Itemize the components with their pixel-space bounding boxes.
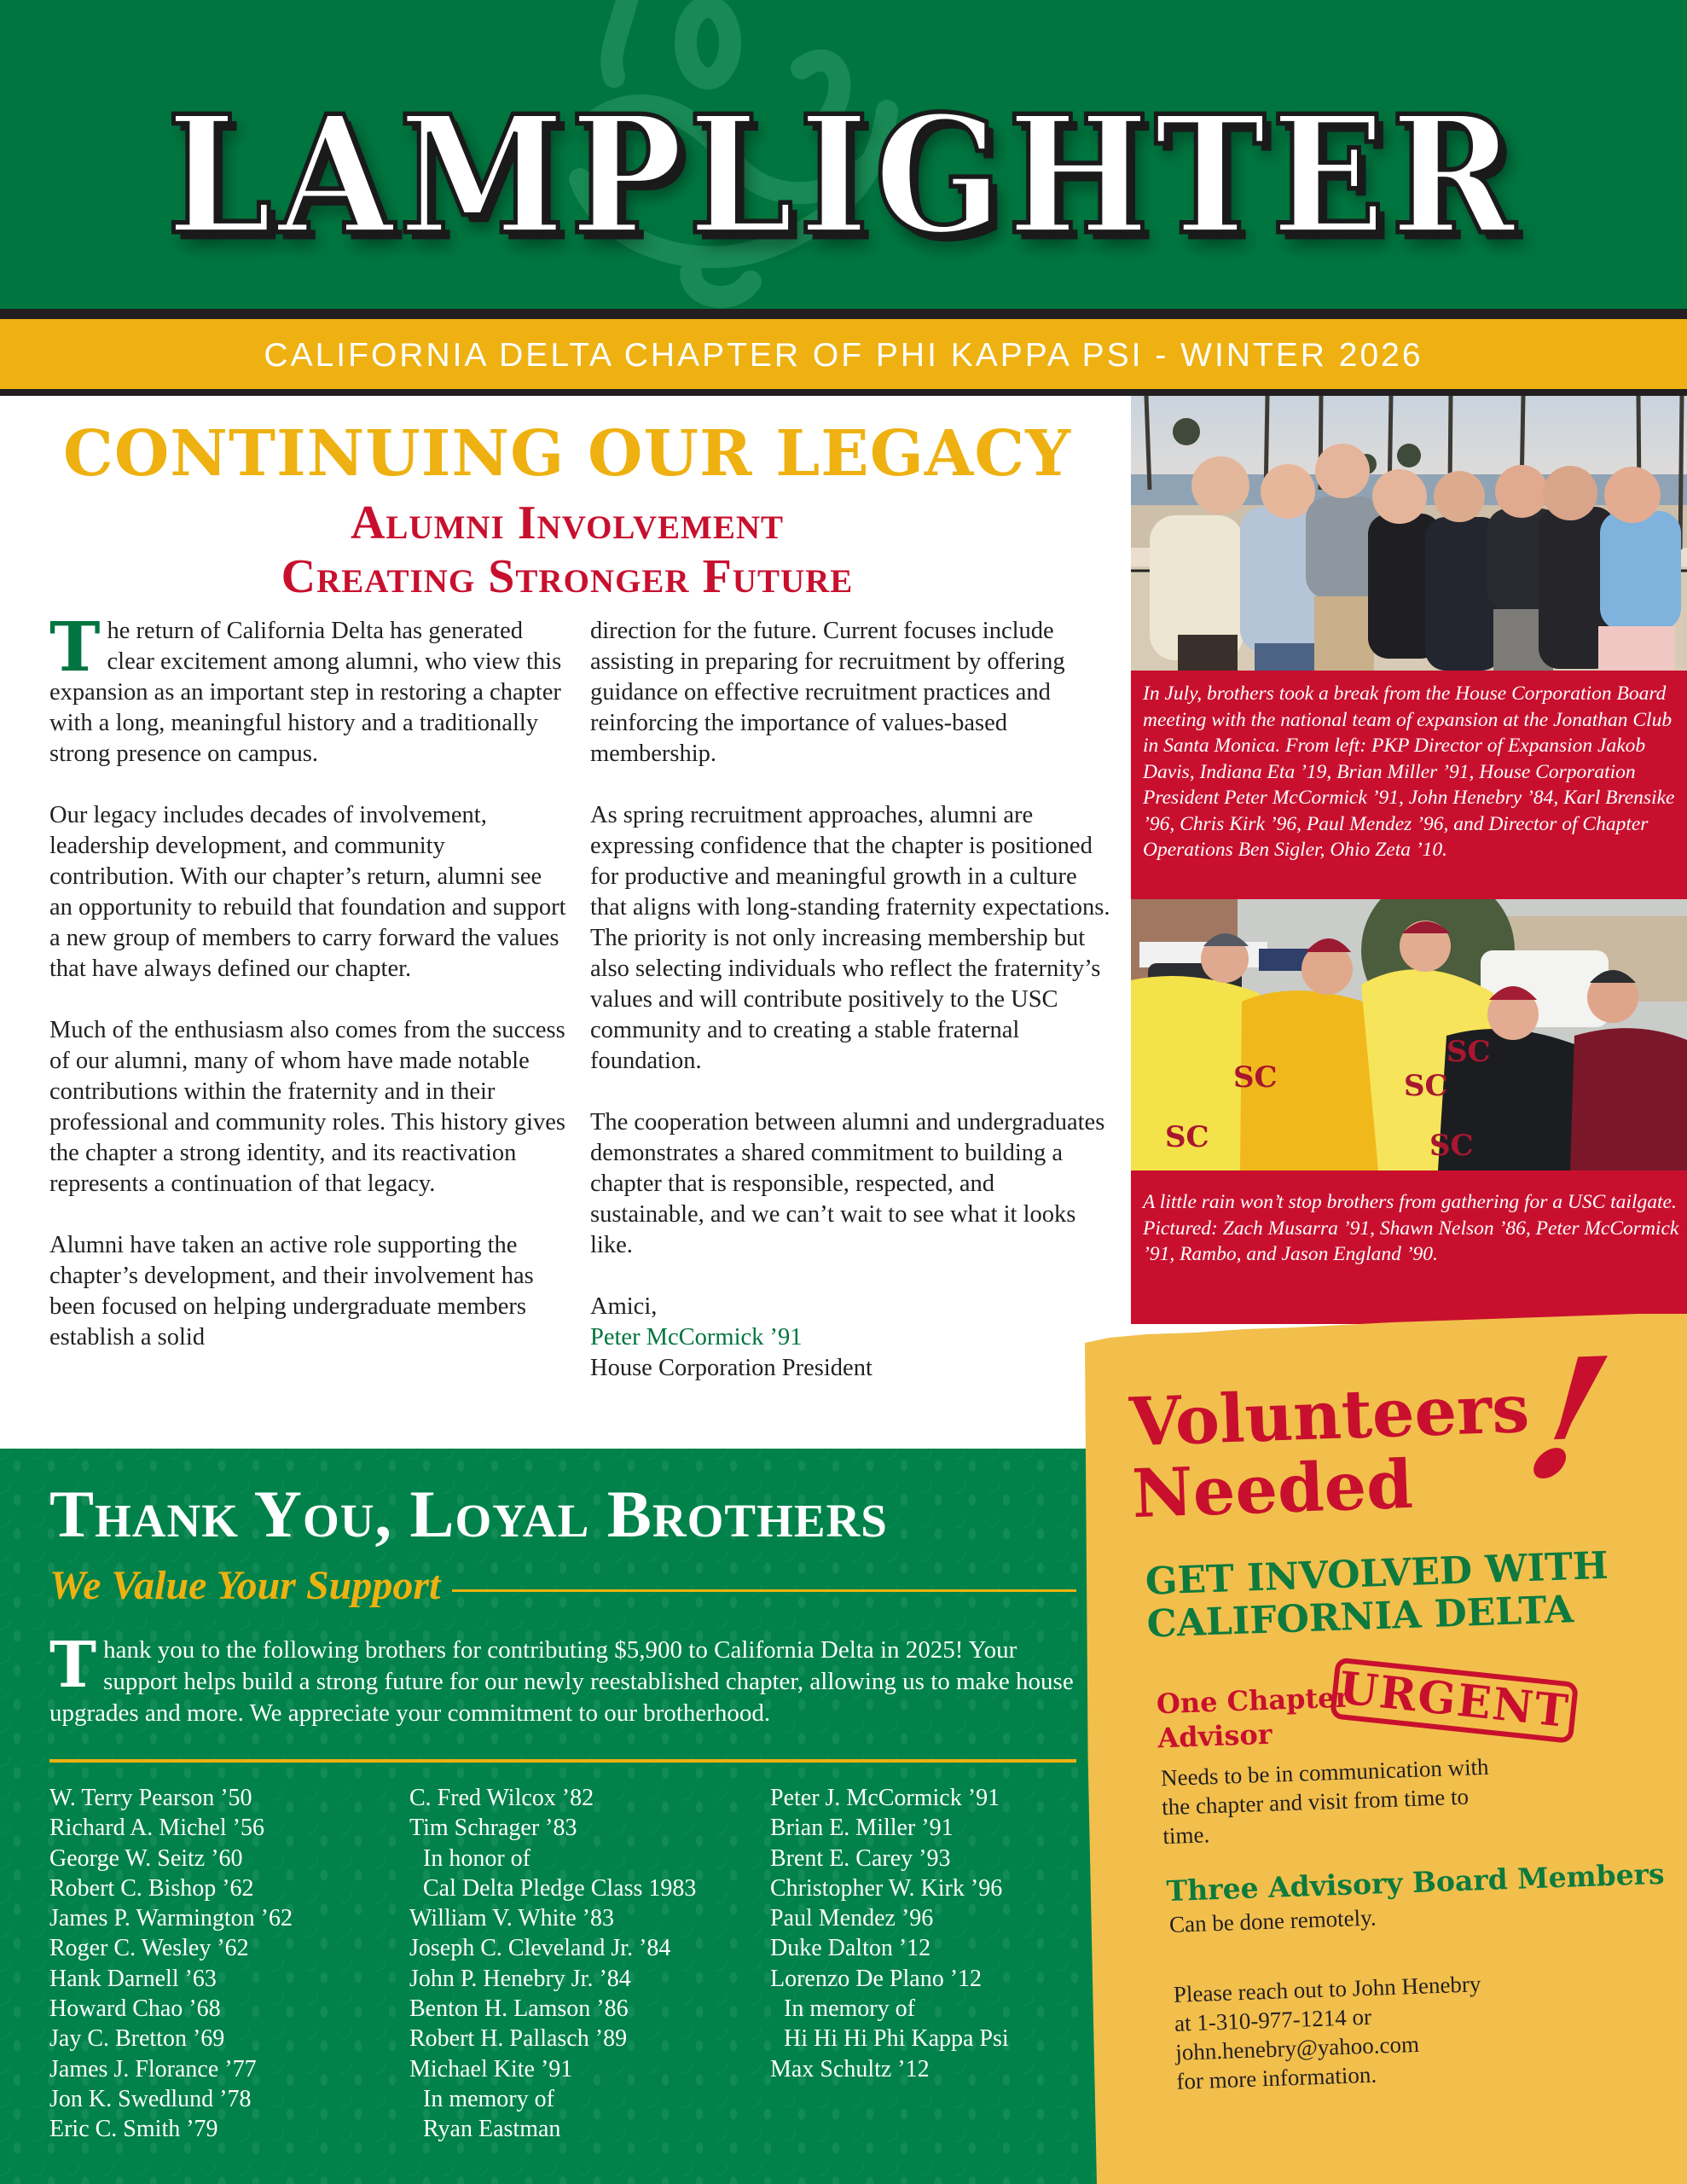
donor-name: Robert C. Bishop ’62 xyxy=(49,1874,254,1902)
contact-email[interactable]: john.henebry@yahoo.com xyxy=(1174,2030,1420,2065)
photo-caption-1 xyxy=(1131,671,1687,899)
donor-name: Eric C. Smith ’79 xyxy=(49,2116,218,2143)
thank-you-subtitle: We Value Your Support xyxy=(49,1562,441,1608)
article-paragraph-continuation: direction for the future. Current focuses include assisting in preparing for recruitment by offering guidance on effective recruitment practices and reinforcing the importance of values-based membership. xyxy=(590,618,1065,767)
caption-text: A little rain won’t stop brothers from gathering for a USC tailgate. Pictured: Zach Musarra ’91, Shawn Nelson ’86, Peter McCormick ’91, Rambo, and Jason England ’90. xyxy=(1143,1191,1679,1265)
article-paragraph-continued: Alumni have taken an active role supporting the chapter’s development, and their involvement has been focused on helping undergraduate members establish a solid xyxy=(49,1232,534,1350)
donor-name: Roger C. Wesley ’62 xyxy=(49,1935,249,1962)
donor-name: Duke Dalton ’12 xyxy=(770,1935,931,1962)
donor-name: Brent E. Carey ’93 xyxy=(770,1844,951,1872)
donor-name: Peter J. McCormick ’91 xyxy=(770,1785,1000,1811)
donor-name: W. Terry Pearson ’50 xyxy=(49,1785,252,1811)
donor-name: William V. White ’83 xyxy=(409,1905,614,1932)
article-paragraph: Much of the enthusiasm also comes from the success of our alumni, many of whom have made notable contributions within the fraternity and in their professional and community roles. This history gives the chapter a strong identity, and its reactivation represents a continuation of that legacy. xyxy=(49,1017,566,1197)
signature-block xyxy=(590,1292,1110,1384)
donor-name: Paul Mendez ’96 xyxy=(770,1905,934,1932)
donor-dedication-note: Ryan Eastman xyxy=(423,2116,561,2143)
article-paragraph: Our legacy includes decades of involvement, leadership development, and community contribution. With our chapter’s return, alumni see an opportunity to rebuild that foundation and support a new group of members to carry forward the values that have always defined our chapter. xyxy=(49,802,566,982)
get-involved-heading: GET INVOLVED WITH CALIFORNIA DELTA xyxy=(1145,1543,1609,1647)
section-divider xyxy=(49,1759,1076,1763)
photo-balcony-group xyxy=(1131,396,1687,671)
contact-line: for more information. xyxy=(1175,2061,1377,2094)
donor-name: Christopher W. Kirk ’96 xyxy=(770,1874,1003,1902)
caption-text: In July, brothers took a break from the House Corporation Board meeting with the national team of expansion at the Jonathan Club in Santa Monica. From left: PKP Director of Expansion Jakob Davis, Indiana Eta ’19, Brian Miller ’91, House Corporation President Peter McCormick ’91, John Henebry ’84, Karl Brensike ’96, Chris Kirk ’96, Paul Mendez ’96, and Director of Chapter Operations Ben Sigler, Ohio Zeta ’10. xyxy=(1143,682,1675,861)
signature-name: Peter McCormick ’91 xyxy=(590,1324,803,1350)
donor-name: Jon K. Swedlund ’78 xyxy=(49,2085,252,2112)
thank-you-intro: Thank you to the following brothers for contributing $5,900 to California Delta in 2025! Your support helps build a strong future for our newly reestablished chapter, allowing us to make house upgrades and more. We appreciate your commitment to our brotherhood. xyxy=(49,1629,1074,1727)
svg-text:SC: SC xyxy=(1165,1120,1209,1154)
svg-text:SC: SC xyxy=(1429,1129,1474,1163)
donor-dedication-note: In honor of xyxy=(423,1844,530,1872)
role-advisory-board-description: Can be done remotely. xyxy=(1168,1904,1377,1937)
donor-name: James J. Florance ’77 xyxy=(49,2055,257,2082)
svg-text:SC: SC xyxy=(1404,1069,1448,1103)
svg-text:SC: SC xyxy=(1233,1060,1278,1095)
article-paragraph: The cooperation between alumni and undergraduates demonstrates a shared commitment to building a chapter that is responsible, respected, and sustainable, and we can’t wait to see what it looks like. xyxy=(590,1109,1105,1258)
donor-list-column-3 xyxy=(770,1783,1009,2084)
donor-name: Richard A. Michel ’56 xyxy=(49,1815,264,1842)
donor-name: Howard Chao ’68 xyxy=(49,1995,221,2023)
role-chapter-advisor-description: Needs to be in communication with the chapter and visit from time to time. xyxy=(1160,1753,1490,1850)
drop-cap: T xyxy=(49,607,101,687)
donor-name: James P. Warmington ’62 xyxy=(49,1905,293,1932)
donor-name: George W. Seitz ’60 xyxy=(49,1844,243,1872)
banner-divider xyxy=(0,389,1687,396)
photo-tailgate-group xyxy=(1131,899,1687,1170)
donor-name: Brian E. Miller ’91 xyxy=(770,1815,954,1842)
article-headline: CONTINUING OUR LEGACY xyxy=(62,417,1072,491)
drop-cap: T xyxy=(49,1629,97,1702)
donor-dedication-note: Hi Hi Hi Phi Kappa Psi xyxy=(784,2025,1009,2053)
volunteers-title: Volunteers Needed xyxy=(1128,1369,1531,1534)
donor-dedication-note: Cal Delta Pledge Class 1983 xyxy=(423,1874,697,1902)
thank-you-title: Thank You, Loyal Brothers xyxy=(49,1477,888,1551)
photo-balcony-image xyxy=(1131,396,1687,671)
contact-info xyxy=(1173,1966,1568,2096)
article-paragraph: As spring recruitment approaches, alumni are expressing confidence that the chapter is positioned for productive and meaningful growth in a culture that aligns with long-standing fraternity expectations. The priority is not only increasing membership but also selecting individuals who reflect the fraternity’s values and will contribute positively to the USC community and to creating a stable fraternal foundation. xyxy=(590,802,1110,1074)
donor-name: Max Schultz ’12 xyxy=(770,2055,930,2082)
donor-name: John P. Henebry Jr. ’84 xyxy=(409,1965,631,1992)
article-subhead-1: Alumni Involvement xyxy=(350,497,785,549)
issue-subtitle: CALIFORNIA DELTA CHAPTER OF PHI KAPPA PSI - WINTER 2026 xyxy=(264,337,1423,374)
donor-name: Robert H. Pallasch ’89 xyxy=(409,2025,628,2053)
thank-you-section xyxy=(0,1449,1109,2184)
donor-list-column-1 xyxy=(49,1783,293,2145)
donor-name: Joseph C. Cleveland Jr. ’84 xyxy=(409,1935,671,1962)
donor-name: Hank Darnell ’63 xyxy=(49,1965,217,1992)
thank-you-subtitle-row xyxy=(49,1560,1076,1611)
signature-title: House Corporation President xyxy=(590,1355,872,1381)
photo-tailgate-image xyxy=(1131,899,1687,1170)
donor-name: Tim Schrager ’83 xyxy=(409,1815,577,1842)
newsletter-title: LAMPLIGHTER xyxy=(166,79,1521,271)
role-advisory-board-title: Three Advisory Board Members xyxy=(1165,1856,1666,1908)
article-column-right xyxy=(590,616,1110,1384)
donor-dedication-note: In memory of xyxy=(423,2085,554,2112)
volunteers-panel xyxy=(1085,1292,1687,2183)
donor-name: Jay C. Bretton ’69 xyxy=(49,2025,225,2053)
donor-dedication-note: In memory of xyxy=(784,1995,915,2023)
contact-line: Please reach out to John Henebry xyxy=(1173,1971,1481,2007)
article-column-left xyxy=(49,607,570,1353)
urgent-stamp: URGENT xyxy=(1330,1657,1579,1744)
role-chapter-advisor-title: One Chapter Advisor xyxy=(1156,1681,1351,1755)
exclamation-icon: ! xyxy=(1511,1321,1625,1516)
article-paragraph: The return of California Delta has generated clear excitement among alumni, who view this expansion as an important step in restoring a chapter with a long, meaningful history and a traditionally strong presence on campus. xyxy=(49,607,562,767)
contact-phone: at 1-310-977-1214 or xyxy=(1174,2003,1372,2036)
closing: Amici, xyxy=(590,1293,658,1320)
masthead xyxy=(0,0,1687,309)
subtitle-rule xyxy=(452,1589,1076,1592)
donor-name: Lorenzo De Plano ’12 xyxy=(770,1965,983,1992)
donor-name: Michael Kite ’91 xyxy=(409,2055,573,2082)
donor-list-column-2 xyxy=(409,1783,696,2145)
svg-text:SC: SC xyxy=(1446,1035,1491,1069)
donor-name: C. Fred Wilcox ’82 xyxy=(409,1785,594,1811)
donor-name: Benton H. Lamson ’86 xyxy=(409,1995,629,2023)
article-subhead-2: Creating Stronger Future xyxy=(281,550,854,603)
masthead-divider xyxy=(0,309,1687,319)
issue-banner xyxy=(0,319,1687,389)
